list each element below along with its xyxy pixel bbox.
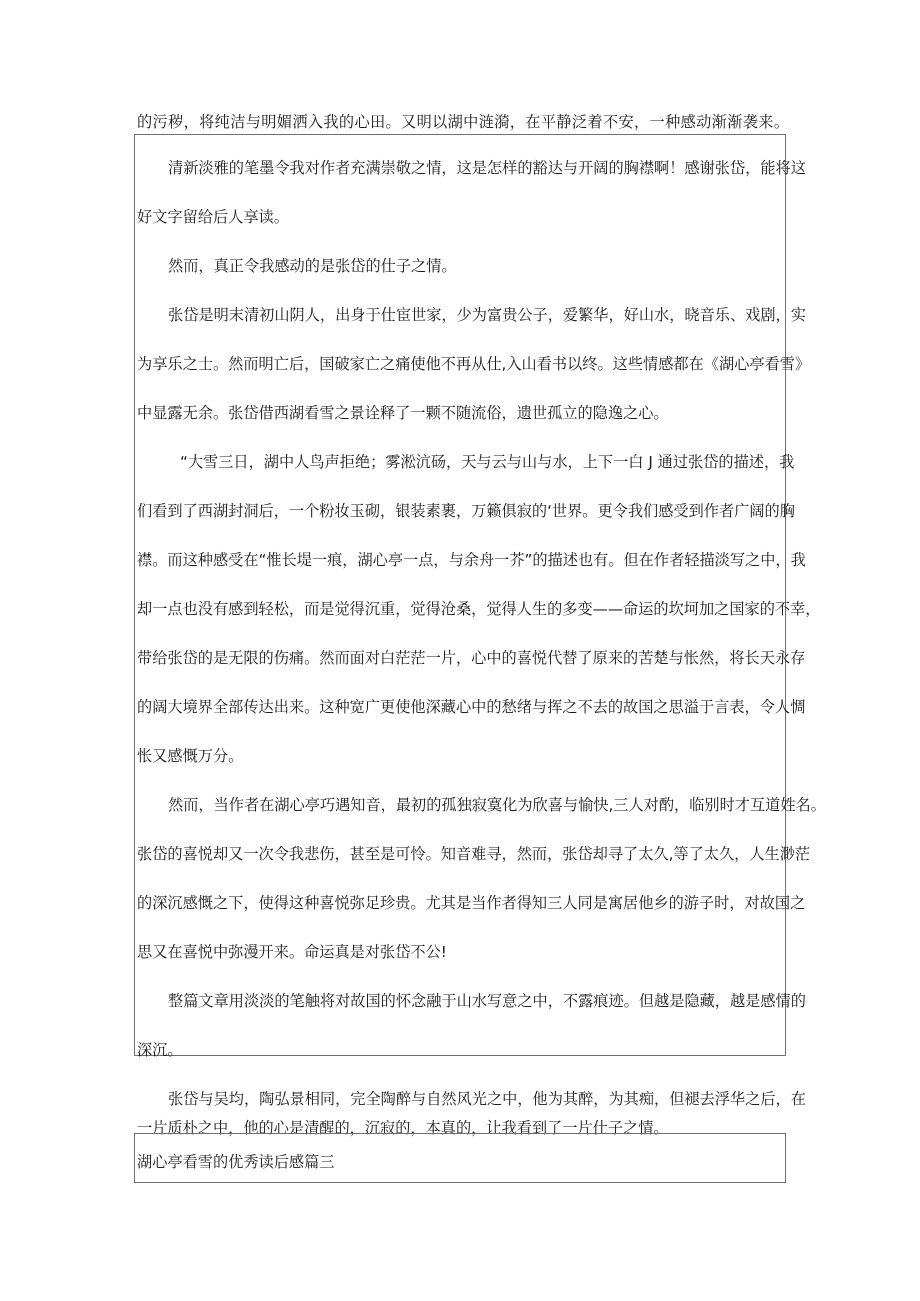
closing-paragraph-line: 张岱与吴均，陶弘景相同，完全陶醉与自然风光之中，他为其醉，为其痴，但褪去浮华之后，在 xyxy=(168,1090,806,1108)
paragraph-line: 的阔大境界全部传达出来。这种宽广更使他深藏心中的愁绪与挥之不去的故国之思溢于言表，令人惆 xyxy=(137,698,806,716)
paragraph-line: 的深沉感慨之下，使得这种喜悦弥足珍贵。尤其是当作者得知三人同是寓居他乡的游子时，对故国之 xyxy=(137,894,806,912)
section-heading: 湖心亭看雪的优秀读后感篇三 xyxy=(137,1153,335,1171)
paragraph-line: 思又在喜悦中弥漫开来。命运真是对张岱不公! xyxy=(137,943,447,961)
paragraph-line: 为享乐之士。然而明亡后，国破家亡之痛使他不再从仕,入山看书以终。这些情感都在《湖心亭看雪》 xyxy=(137,355,811,373)
paragraph-line: 襟。而这种感受在“惟长堤一痕，湖心亭一点，与余舟一芥”的描述也有。但在作者轻描淡写之中，我 xyxy=(137,551,806,569)
top-paragraph-line: 的污秽，将纯洁与明媚洒入我的心田。又明以湖中涟漪，在平静泛着不安，一种感动渐渐袭来。 xyxy=(137,113,789,131)
paragraph-line: 中显露无余。张岱借西湖看雪之景诠释了一颗不随流俗，遗世孤立的隐逸之心。 xyxy=(137,404,669,422)
paragraph-line: 深沉。 xyxy=(137,1041,183,1059)
paragraph-line: 好文字留给后人享读。 xyxy=(137,208,289,226)
paragraph-line: 却一点也没有感到轻松，而是觉得沉重，觉得沧桑，觉得人生的多变——命运的坎坷加之国家的不幸， xyxy=(137,600,821,618)
closing-paragraph-line: 一片质朴之中，他的心是清醒的，沉寂的，本真的，让我看到了一片仕子之情。 xyxy=(137,1119,669,1137)
paragraph-line: 张岱是明末清初山阴人，出身于仕宦世家，少为富贵公子，爱繁华，好山水，晓音乐、戏剧，实 xyxy=(168,306,806,324)
paragraph-line: 然而，当作者在湖心亭巧遇知音，最初的孤独寂寞化为欣喜与愉快,三人对酌，临别时才互道姓名。 xyxy=(168,796,826,814)
paragraph-line: 整篇文章用淡淡的笔触将对故国的怀念融于山水写意之中，不露痕迹。但越是隐藏，越是感情的 xyxy=(168,992,806,1010)
paragraph-line: 们看到了西湖封洞后，一个粉妆玉砌，银装素裹，万籁俱寂的‘世界。更令我们感受到作者广阔的胸 xyxy=(137,502,795,520)
paragraph-line: “大雪三日，湖中人鸟声拒绝；雾淞沆砀，天与云与山与水，上下一白 J 通过张岱的描述，我 xyxy=(180,453,795,471)
paragraph-line: 怅又感慨万分。 xyxy=(137,747,244,765)
paragraph-line: 张岱的喜悦却又一次令我悲伤，甚至是可怜。知音难寻，然而，张岱却寻了太久,等了太久，人生渺茫 xyxy=(137,845,811,863)
paragraph-line: 带给张岱的是无限的伤痛。然而面对白茫茫一片，心中的喜悦代替了原来的苦楚与怅然，将长天永存 xyxy=(137,649,806,667)
paragraph-line: 清新淡雅的笔墨令我对作者充满崇敬之情，这是怎样的豁达与开阔的胸襟啊！感谢张岱，能将这 xyxy=(168,159,806,177)
paragraph-line: 然而，真正令我感动的是张岱的仕子之情。 xyxy=(168,257,457,275)
